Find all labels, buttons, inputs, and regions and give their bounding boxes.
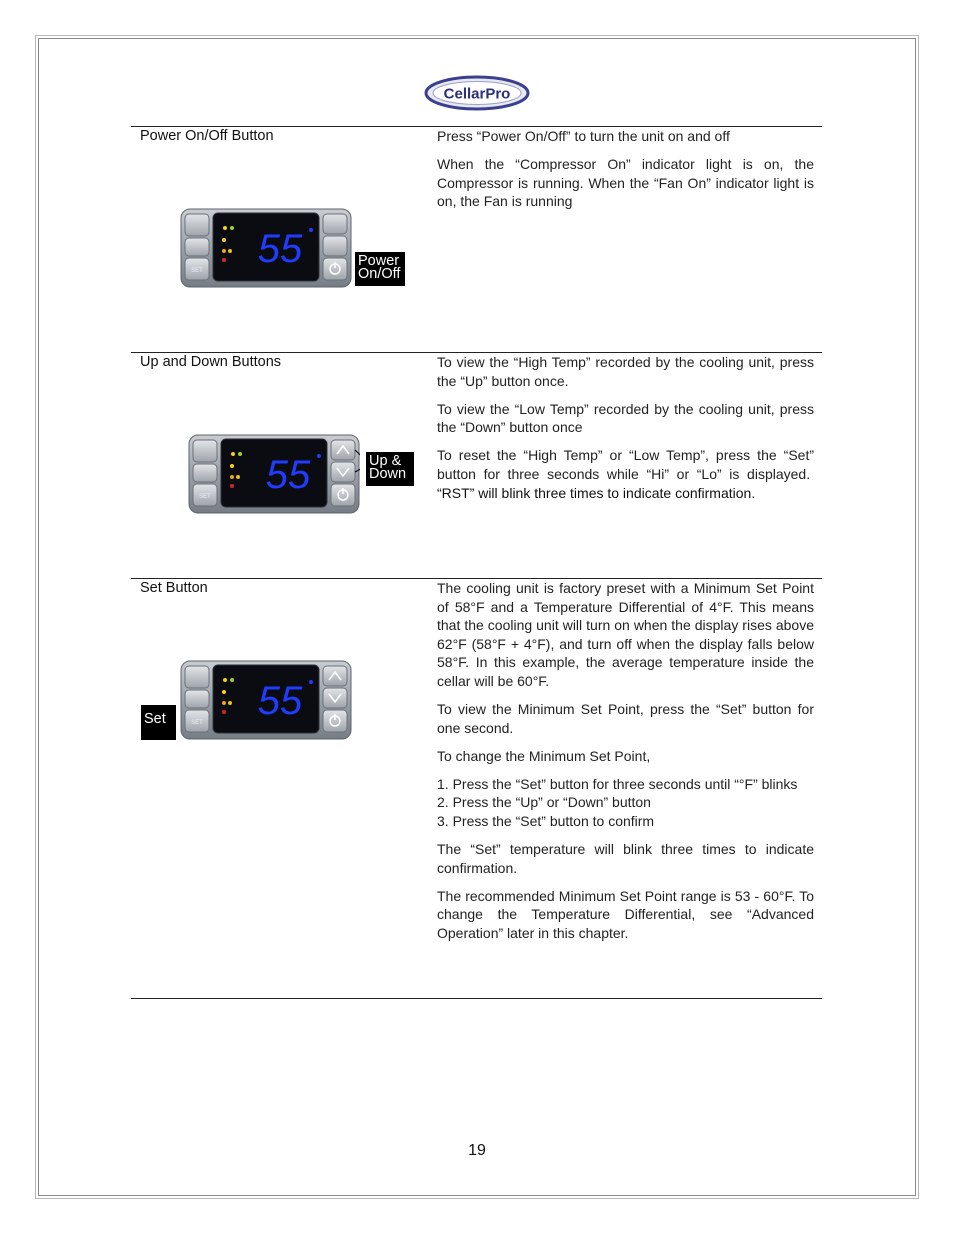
reset-text: To reset the “High Temp” or “Low Temp”, press the “Set” button for three seconds while “Hi” or “Lo” is displayed. [437, 447, 814, 482]
paragraph: To change the Minimum Set Point, [437, 747, 651, 764]
power-description [437, 127, 814, 220]
paragraph: The recommended Minimum Set Point range is 53 - 60°F. To change the Temperature Differential, see “Advanced Operation” later in this chapter. [437, 887, 814, 941]
step-text: 3. Press the “Set” button to confirm [437, 813, 655, 830]
display-digits: 55 [265, 453, 311, 497]
step-text: 1. Press the “Set” button for three seconds until “°F” blinks [437, 775, 798, 792]
page-number: 19 [468, 1142, 486, 1159]
list-item [437, 812, 814, 831]
logo-text: CellarPro [443, 85, 511, 103]
list-item [437, 793, 814, 812]
paragraph: To view the Minimum Set Point, press the “Set” button for one second. [437, 701, 814, 736]
section-title-set: Set Button [140, 580, 208, 596]
paragraph: The cooling unit is factory preset with a Minimum Set Point of 58°F and a Temperature Differential of 4°F. This means that the cooling unit will turn on when the display rises above 62°F (58°F + 4°F), and turn off when the display falls below 58°F. In this example, the average temperature inside the cellar will be 60°F. [437, 580, 814, 689]
set-steps-list [437, 775, 814, 831]
paragraph [437, 446, 814, 502]
callout-up-down: Up & Down [366, 452, 414, 486]
svg-text:SET: SET [199, 494, 211, 500]
paragraph: The “Set” temperature will blink three times to indicate confirmation. [437, 841, 814, 876]
display-digits: 55 [257, 227, 303, 271]
set-description [437, 579, 814, 952]
controller-panel-up-down [188, 434, 360, 514]
controller-panel-set [180, 660, 352, 740]
callout-power-on-off: Power On/Off [355, 252, 405, 286]
display-digits: 55 [257, 679, 303, 723]
section-title-power: Power On/Off Button [140, 128, 274, 144]
cellarpro-logo [424, 74, 530, 112]
callout-set: Set [141, 705, 176, 740]
controller-panel-power [180, 208, 352, 288]
up-down-description [437, 353, 814, 512]
svg-text:SET: SET [191, 720, 203, 726]
paragraph: When the “Compressor On” indicator light is on, the Compressor is running. When the “Fan On” indicator light is on, the Fan is running [437, 156, 814, 210]
paragraph: Press “Power On/Off” to turn the unit on and off [437, 128, 730, 144]
step-text: 2. Press the “Up” or “Down” button [437, 794, 651, 811]
section-divider [131, 998, 822, 999]
list-item [437, 775, 814, 794]
section-title-up-down: Up and Down Buttons [140, 354, 282, 370]
paragraph: To view the “Low Temp” recorded by the cooling unit, press the “Down” button once [437, 400, 814, 436]
svg-text:SET: SET [191, 268, 203, 274]
paragraph: To view the “High Temp” recorded by the cooling unit, press the “Up” button once. [437, 354, 814, 389]
reset-bold-text: “RST” will blink three times to indicate confirmation. [437, 484, 756, 501]
